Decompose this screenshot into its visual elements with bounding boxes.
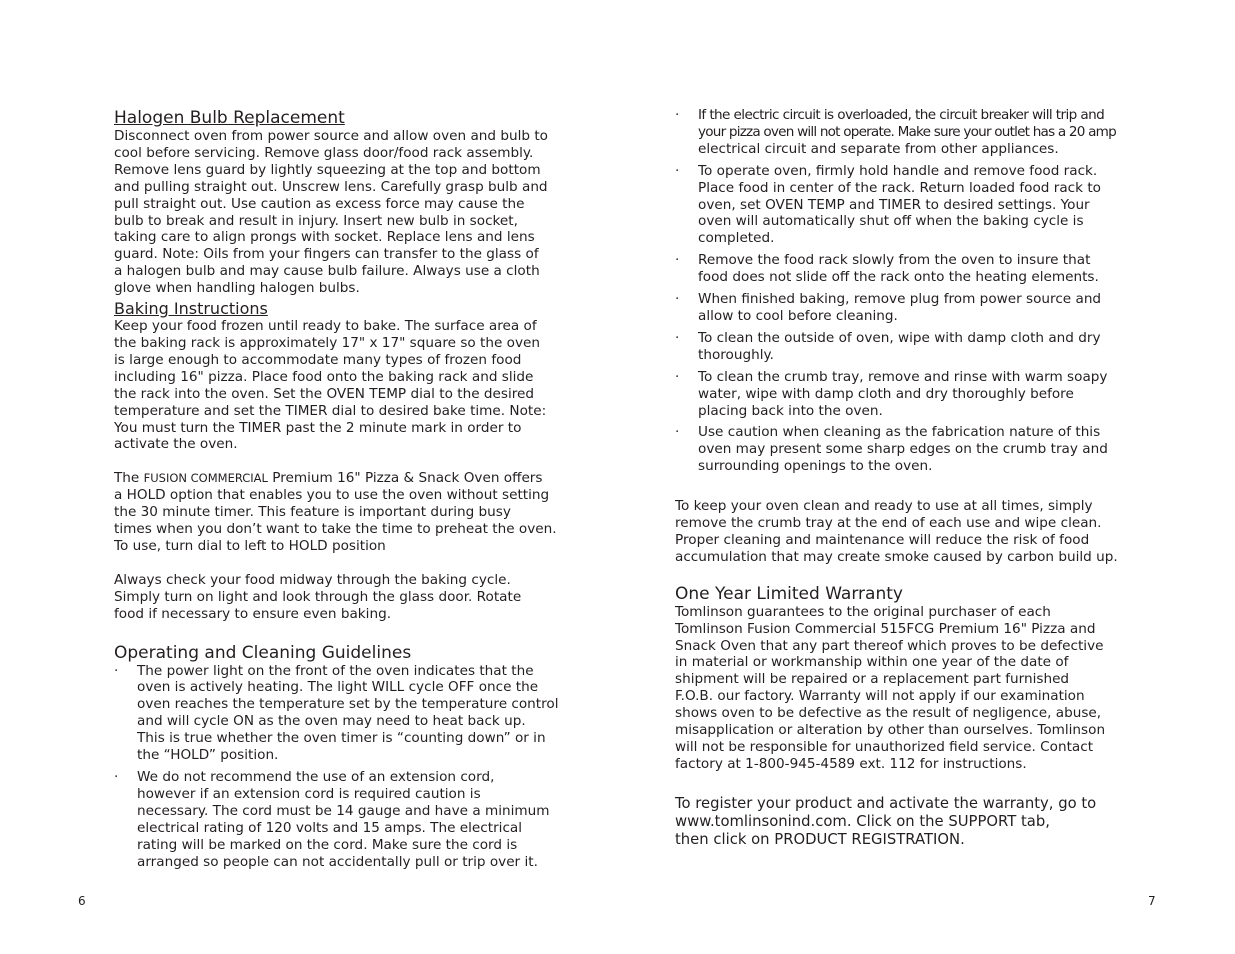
baking-paragraph-3 — [114, 572, 562, 623]
text-line: To keep your oven clean and ready to use at all times, simply — [675, 498, 1093, 515]
text-line: Tomlinson guarantees to the original purchaser of each — [675, 603, 1051, 620]
text-line: thoroughly. — [698, 346, 774, 363]
bullet-icon: · — [675, 329, 680, 346]
text-line: www.tomlinsonind.com. Click on the SUPPORT tab, — [675, 812, 1050, 830]
text-line: and pulling straight out. Unscrew lens. Carefully grasp bulb and — [114, 178, 548, 195]
bullet-icon: · — [675, 368, 680, 385]
text-line: When finished baking, remove plug from power source and — [698, 291, 1102, 308]
text-line: The power light on the front of the oven indicates that the — [137, 662, 534, 679]
text-line: in material or workmanship within one year of the date of — [675, 654, 1069, 671]
text-line: completed. — [698, 230, 775, 247]
text-line: oven, set OVEN TEMP and TIMER to desired settings. Your — [698, 196, 1090, 213]
text-line: is large enough to accommodate many types of frozen food — [114, 351, 522, 368]
text-line: F.O.B. our factory. Warranty will not apply if our examination — [675, 688, 1085, 705]
left-page-column — [114, 108, 562, 875]
baking-heading: Baking Instructions — [114, 299, 268, 319]
list-item — [675, 369, 1123, 420]
text-line: Remove the food rack slowly from the oven to insure that — [698, 252, 1091, 269]
text-line: arranged so people can not accidentally pull or trip over it. — [137, 853, 538, 870]
text-line: food if necessary to ensure even baking. — [114, 605, 392, 622]
text-line: Tomlinson Fusion Commercial 515FCG Premium 16" Pizza and — [675, 620, 1096, 637]
bullet-icon: · — [675, 291, 680, 308]
list-item — [675, 291, 1123, 325]
text-line: rating will be marked on the cord. Make sure the cord is — [137, 836, 518, 853]
text-line: your pizza oven will not operate. Make sure your outlet has a 20 amp — [698, 123, 1116, 140]
text-line: temperature and set the TIMER dial to desired bake time. Note: — [114, 402, 547, 419]
baking-paragraph-1 — [114, 318, 562, 453]
text-line: including 16" pizza. Place food onto the baking rack and slide — [114, 368, 534, 385]
operating-heading: Operating and Cleaning Guidelines — [114, 642, 412, 663]
text-line: food does not slide off the rack onto the heating elements. — [698, 269, 1099, 286]
text-line: You must turn the TIMER past the 2 minute mark in order to — [114, 419, 522, 436]
text-line: bulb to break and result in injury. Insert new bulb in socket, — [114, 212, 518, 229]
bullet-icon: · — [114, 662, 119, 679]
text-line: Use caution when cleaning as the fabrication nature of this — [698, 424, 1101, 441]
text-line: glove when handling halogen bulbs. — [114, 280, 360, 297]
bullet-icon: · — [675, 162, 680, 179]
text-line: To clean the crumb tray, remove and rinse with warm soapy — [698, 368, 1108, 385]
text-line: Place food in center of the rack. Return loaded food rack to — [698, 179, 1101, 196]
text-line: surrounding openings to the oven. — [698, 458, 933, 475]
text-line: oven may present some sharp edges on the crumb tray and — [698, 441, 1108, 458]
bullet-icon: · — [675, 424, 680, 441]
text-line: electrical rating of 120 volts and 15 amps. The electrical — [137, 819, 523, 836]
text-line: Disconnect oven from power source and allow oven and bulb to — [114, 128, 548, 144]
text-line: This is true whether the oven timer is “counting down” or in — [137, 730, 546, 747]
list-item — [675, 163, 1123, 248]
text-line: To register your product and activate the warranty, go to — [675, 794, 1097, 812]
list-item — [675, 424, 1123, 475]
text-line: a halogen bulb and may cause bulb failure. Always use a cloth — [114, 263, 540, 280]
text-line: accumulation that may create smoke caused by carbon build up. — [675, 548, 1118, 565]
text-line: the baking rack is approximately 17" x 17" square so the oven — [114, 334, 541, 351]
list-item — [675, 107, 1123, 158]
keep-clean-paragraph — [675, 498, 1123, 566]
text-line: the rack into the oven. Set the OVEN TEMP dial to the desired — [114, 385, 535, 402]
registration-paragraph — [675, 795, 1123, 849]
text-line: cool before servicing. Remove glass door/food rack assembly. — [114, 144, 534, 161]
text-line: factory at 1-800-945-4589 ext. 112 for instructions. — [675, 755, 1027, 772]
text-line: To clean the outside of oven, wipe with damp cloth and dry — [698, 329, 1101, 346]
operating-list-continued — [675, 107, 1123, 475]
text-line: If the electric circuit is overloaded, the circuit breaker will trip and — [698, 107, 1105, 123]
list-item — [114, 769, 562, 870]
text-line: oven is actively heating. The light WILL cycle OFF once the — [137, 679, 539, 696]
list-item — [675, 252, 1123, 286]
text-line: Simply turn on light and look through the glass door. Rotate — [114, 588, 522, 605]
text-line: will not be responsible for unauthorized field service. Contact — [675, 739, 1094, 755]
text-line: pull straight out. Use caution as excess force may cause the — [114, 195, 525, 212]
text-line: shipment will be repaired or a replacement part furnished — [675, 671, 1070, 688]
text-line: oven will automatically shut off when the baking cycle is — [698, 213, 1084, 230]
text-line: Always check your food midway through the baking cycle. — [114, 571, 511, 588]
text-line: Keep your food frozen until ready to bake. The surface area of — [114, 318, 537, 335]
brand-name: FUSION COMMERCIAL — [143, 471, 268, 486]
text-line: To use, turn dial to left to HOLD position — [114, 537, 386, 554]
halogen-heading: Halogen Bulb Replacement — [114, 108, 345, 128]
text-line: allow to cool before cleaning. — [698, 307, 898, 324]
baking-paragraph-2 — [114, 470, 562, 555]
bullet-icon: · — [114, 769, 119, 785]
text-line: We do not recommend the use of an extension cord, — [137, 769, 495, 785]
text-fragment: The — [114, 470, 144, 487]
list-item — [114, 663, 562, 764]
text-line: guard. Note: Oils from your fingers can transfer to the glass of — [114, 246, 539, 263]
text-line — [114, 470, 562, 487]
text-line: Remove lens guard by lightly squeezing at the top and bottom — [114, 161, 541, 178]
text-line: water, wipe with damp cloth and dry thoroughly before — [698, 385, 1074, 402]
text-line: the “HOLD” position. — [137, 747, 279, 764]
text-line: oven reaches the temperature set by the temperature control — [137, 696, 559, 713]
text-line: and will cycle ON as the oven may need to heat back up. — [137, 713, 526, 730]
right-page-column — [675, 107, 1123, 849]
text-line: To operate oven, firmly hold handle and remove food rack. — [698, 162, 1098, 179]
page-number-left: 6 — [78, 894, 86, 908]
text-line: taking care to align prongs with socket. Replace lens and lens — [114, 229, 535, 246]
text-line: misapplication or alteration by other than ourselves. Tomlinson — [675, 722, 1106, 739]
list-item — [675, 330, 1123, 364]
text-line: shows oven to be defective as the result of negligence, abuse, — [675, 705, 1102, 722]
text-line: then click on PRODUCT REGISTRATION. — [675, 830, 965, 848]
warranty-heading: One Year Limited Warranty — [675, 583, 903, 604]
text-line: activate the oven. — [114, 436, 238, 453]
text-line: electrical circuit and separate from other appliances. — [698, 140, 1059, 157]
text-line: remove the crumb tray at the end of each use and wipe clean. — [675, 515, 1102, 532]
text-line: the 30 minute timer. This feature is important during busy — [114, 504, 511, 521]
text-line: a HOLD option that enables you to use the oven without setting — [114, 487, 550, 504]
text-line: times when you don’t want to take the time to preheat the oven. — [114, 521, 557, 538]
bullet-icon: · — [675, 107, 680, 123]
warranty-paragraph — [675, 604, 1123, 773]
text-line: however if an extension cord is required caution is — [137, 785, 481, 802]
text-line: Snack Oven that any part thereof which proves to be defective — [675, 637, 1104, 654]
halogen-paragraph — [114, 128, 562, 297]
text-line: placing back into the oven. — [698, 402, 883, 419]
operating-list — [114, 663, 562, 871]
text-line: Proper cleaning and maintenance will reduce the risk of food — [675, 531, 1090, 548]
text-line: necessary. The cord must be 14 gauge and have a minimum — [137, 802, 550, 819]
text-fragment: Premium 16" Pizza & Snack Oven offers — [267, 470, 543, 487]
page-number-right: 7 — [1148, 894, 1156, 908]
bullet-icon: · — [675, 252, 680, 269]
